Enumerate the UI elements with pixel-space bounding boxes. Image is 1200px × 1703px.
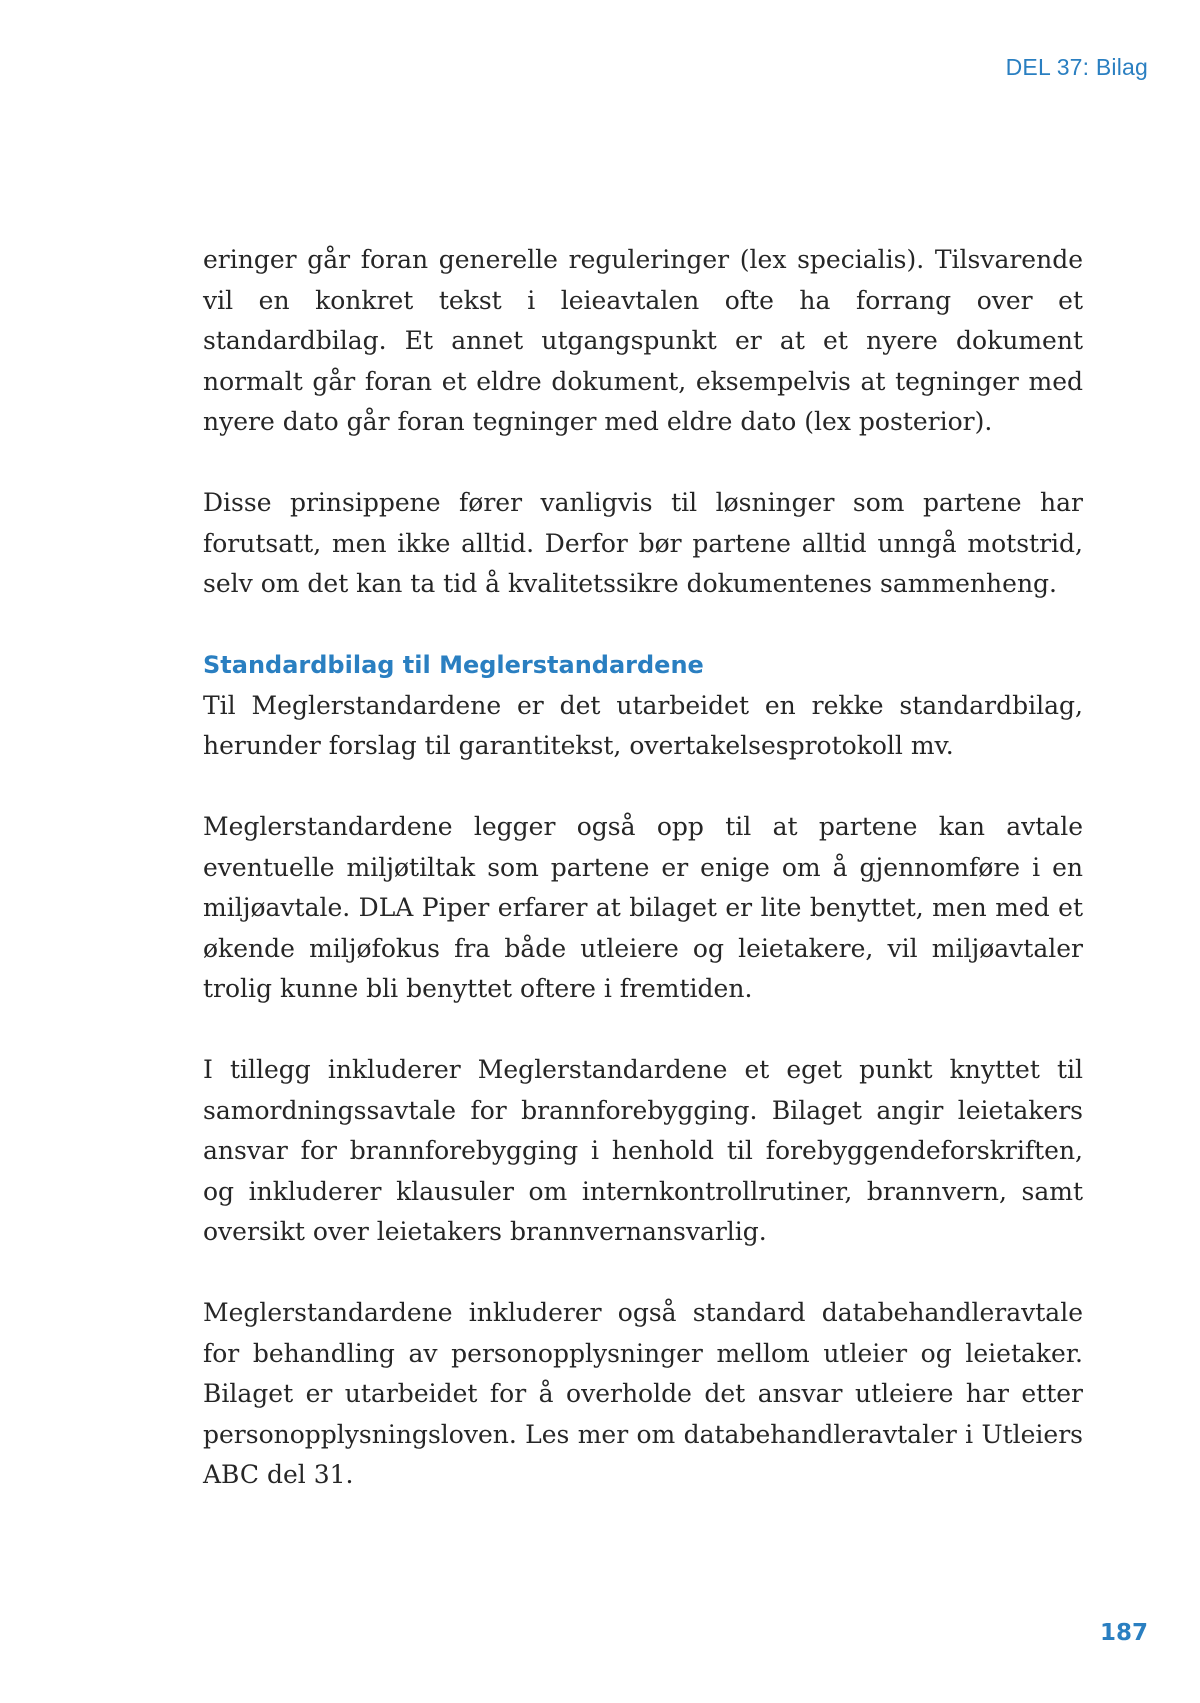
body-paragraph: Disse prinsippene fører vanligvis til løsninger som partene har forutsatt, men ikke alltid. Derfor bør partene alltid unngå motstrid, selv om det kan ta tid å kvalitetssikre dokumentenes sammenheng.	[203, 488, 1083, 598]
body-paragraph: Meglerstandardene inkluderer også standard databehandleravtale for behandling av personopplysninger mellom utleier og leietaker. Bilaget er utarbeidet for å overholde det ansvar utleiere har etter personopplysningsloven. Les mer om databehandleravtaler i Utleiers ABC del 31.	[203, 1298, 1083, 1489]
running-header: DEL 37: Bilag	[1005, 54, 1148, 80]
body-paragraph: Til Meglerstandardene er det utarbeidet en rekke standardbilag, herunder forslag til garantitekst, overtakelsesprotokoll mv.	[203, 690, 1083, 760]
section-heading: Standardbilag til Meglerstandardene	[203, 651, 704, 679]
body-paragraph: I tillegg inkluderer Meglerstandardene et eget punkt knyttet til samordningssavtale for brannforebygging. Bilaget angir leietakers ansvar for brannforebygging i henhold til forebyggendeforskriften, og inkluderer klausuler om internkontrollrutiner, brannvern, samt oversikt over leietakers brannvernansvarlig.	[203, 1055, 1083, 1246]
main-content	[203, 240, 1083, 1536]
page-number: 187	[1099, 1620, 1148, 1646]
body-paragraph: Meglerstandardene legger også opp til at partene kan avtale eventuelle miljøtiltak som partene er enige om å gjennomføre i en miljøavtale. DLA Piper erfarer at bilaget er lite benyttet, men med et økende miljøfokus fra både utleiere og leietakere, vil miljøavtaler trolig kunne bli benyttet oftere i fremtiden.	[203, 812, 1083, 1003]
body-paragraph: eringer går foran generelle reguleringer (lex specialis). Tilsvarende vil en konkret tekst i leieavtalen ofte ha forrang over et standardbilag. Et annet utgangspunkt er at et nyere dokument normalt går foran et eldre dokument, eksempelvis at tegninger med nyere dato går foran tegninger med eldre dato (lex posterior).	[203, 245, 1083, 436]
